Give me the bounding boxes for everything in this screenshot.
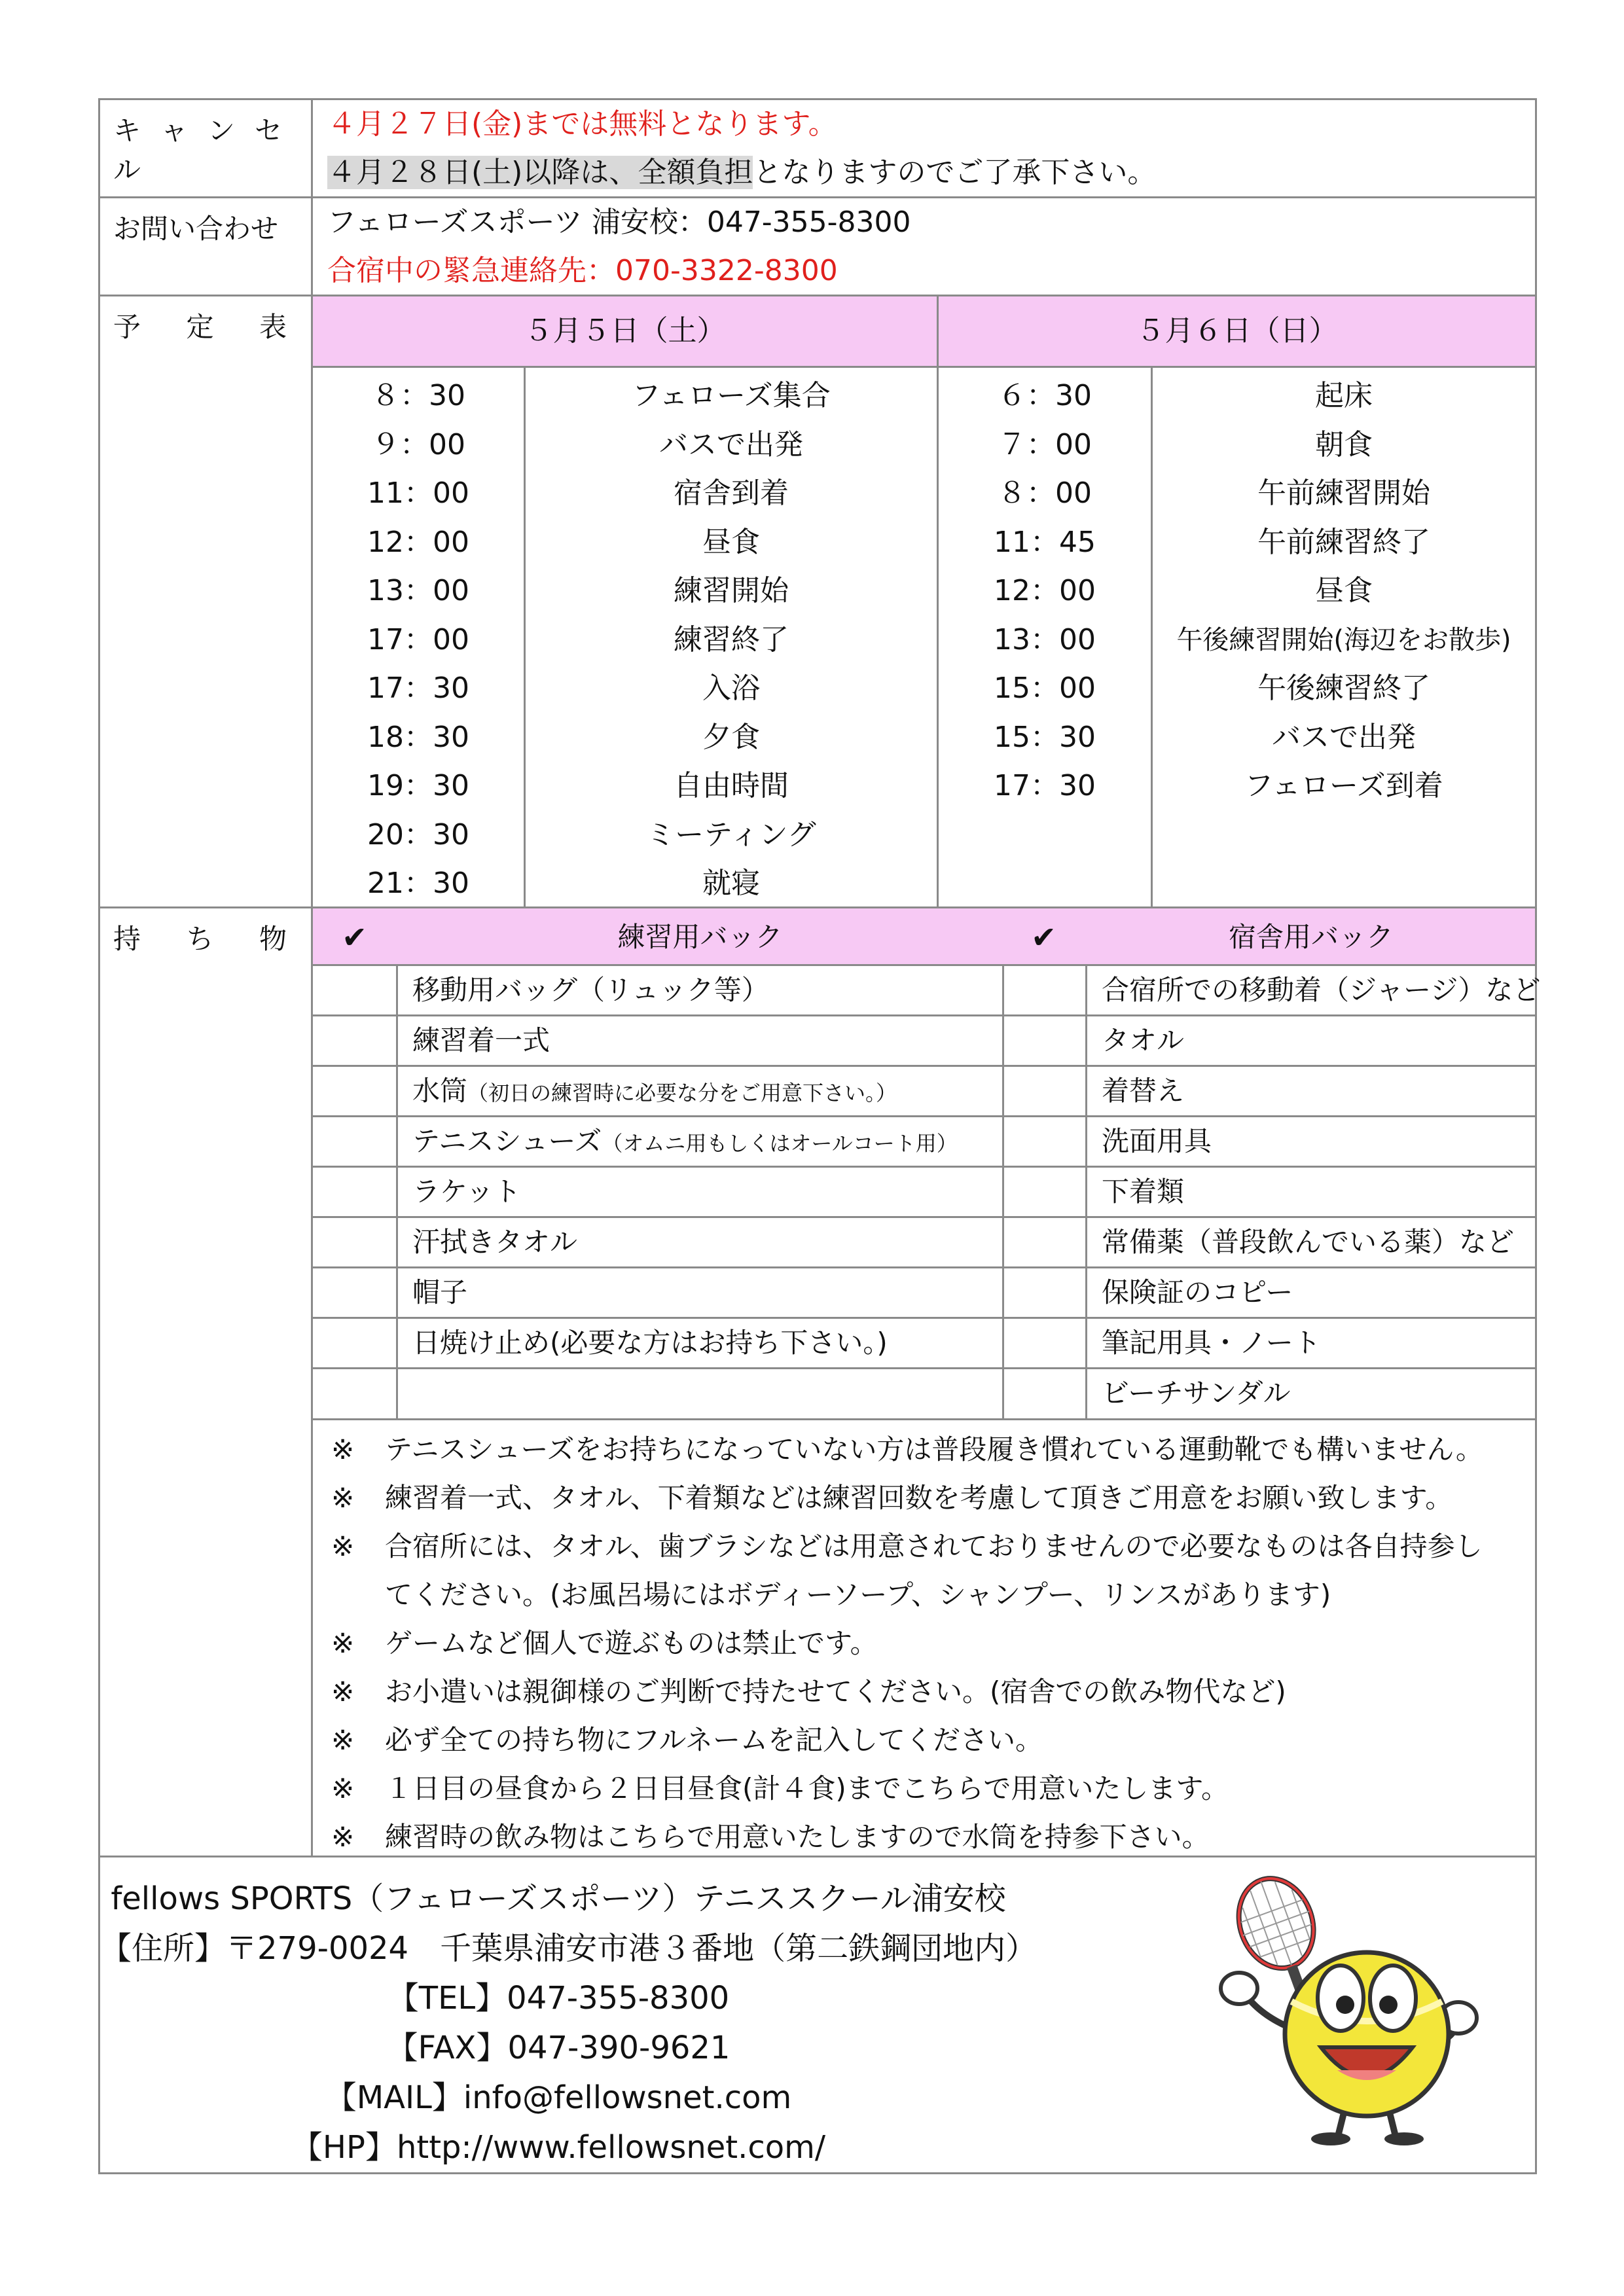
belongings-notes [313, 1426, 1535, 1861]
schedule-event: 夕食 [702, 720, 760, 754]
schedule-event: 朝食 [1315, 427, 1373, 461]
schedule-event: 午前練習終了 [1257, 525, 1430, 559]
day2-title: ５月６日（日） [1136, 314, 1338, 348]
footer-fax: 【FAX】047-390-9621 [386, 2030, 731, 2066]
note-text: 練習時の飲み物はこちらで用意いたしますので水筒を持参下さい。 [385, 1821, 1210, 1853]
note-text: 合宿所には、タオル、歯ブラシなどは用意されておりませんので必要なものは各自持参し [385, 1530, 1483, 1562]
schedule-event: ミーティング [646, 817, 816, 852]
cancel-row [100, 100, 1535, 198]
note-item [313, 1619, 1535, 1668]
footer-tel: 【TEL】047-355-8300 [387, 1980, 730, 2017]
contact-row [100, 198, 1535, 296]
schedule-event: 就寝 [702, 867, 760, 900]
practice-item [412, 1117, 958, 1166]
checkmark-icon: ✔ [342, 920, 367, 955]
practice-item-name: ラケット [412, 1175, 521, 1208]
note-text: てください。(お風呂場にはボディーソープ、シャンプー、リンスがあります) [385, 1579, 1331, 1611]
note-item [313, 1813, 1535, 1861]
contact-label [100, 198, 313, 295]
note-mark: ※ [331, 1821, 355, 1853]
practice-item-name: 練習着一式 [412, 1024, 550, 1056]
note-mark: ※ [331, 1772, 355, 1804]
contact-school-phone: フェローズスポーツ 浦安校：047-355-8300 [327, 206, 911, 239]
schedule-time: 12：00 [994, 574, 1096, 607]
schedule-time: ６：30 [998, 379, 1092, 412]
belongings-item-row [313, 1168, 1535, 1218]
checkmark-icon: ✔ [1031, 920, 1056, 955]
note-text: ゲームなど個人で遊ぶものは禁止です。 [385, 1627, 878, 1659]
footer-homepage[interactable]: 【HP】http://www.fellowsnet.com/ [291, 2129, 826, 2166]
belongings-label-char: ち [186, 923, 214, 955]
schedule-label-char: 定 [186, 311, 214, 343]
schedule-time: ９：00 [371, 427, 465, 461]
schedule-time: 11：45 [994, 525, 1096, 559]
schedule-time: ８：30 [371, 379, 465, 412]
note-mark: ※ [331, 1433, 355, 1465]
note-item [313, 1668, 1535, 1716]
schedule-time: 19：30 [367, 769, 469, 802]
schedule-time: 15：30 [994, 720, 1096, 754]
practice-item [412, 1319, 888, 1367]
day1-times [313, 372, 524, 908]
document-frame [98, 98, 1541, 2174]
cancel-content [313, 100, 1535, 197]
schedule-event: 午後練習終了 [1257, 672, 1430, 705]
schedule-event: 起床 [1315, 379, 1373, 412]
belongings-item-row [313, 1117, 1535, 1168]
schedule-event: 練習開始 [674, 574, 789, 607]
cancel-label [100, 100, 313, 196]
lodging-item: 着替え [1102, 1075, 1185, 1107]
schedule-time: 17：30 [994, 769, 1096, 802]
belongings-row [100, 908, 1541, 1857]
schedule-header [313, 296, 1535, 368]
schedule-event: 午後練習開始(海辺をお散歩) [1176, 624, 1511, 655]
cancel-fee-highlight: ４月２８日(土)以降は、全額負担 [327, 156, 753, 189]
note-mark: ※ [331, 1530, 355, 1562]
practice-item [412, 1016, 550, 1065]
schedule-time: ８：00 [998, 476, 1092, 510]
practice-item-name: 帽子 [412, 1276, 468, 1308]
lodging-item: 筆記用具・ノート [1102, 1327, 1321, 1359]
belongings-item-row [313, 1016, 1535, 1067]
schedule-event: バスで出発 [659, 427, 803, 461]
schedule-event: 練習終了 [674, 622, 789, 656]
belongings-item-row [313, 1268, 1535, 1319]
schedule-event: フェローズ集合 [632, 379, 831, 412]
practice-item-name: テニスシューズ [412, 1125, 602, 1157]
schedule-time: 21：30 [367, 867, 469, 900]
contact-emergency-phone: 合宿中の緊急連絡先：070-3322-8300 [327, 254, 838, 287]
cancel-label-text: キャンセル [113, 115, 302, 186]
practice-item [412, 1218, 577, 1266]
day1-title: ５月５日（土） [524, 314, 726, 348]
belongings-content [313, 908, 1541, 1856]
practice-bag-header: 練習用バック [617, 921, 783, 953]
note-mark: ※ [331, 1482, 355, 1514]
footer-school-name: fellows SPORTS（フェローズスポーツ）テニススクール浦安校 [111, 1880, 1006, 1917]
note-text: テニスシューズをお持ちになっていない方は普段履き慣れている運動靴でも構いません。 [385, 1433, 1483, 1465]
note-item [313, 1474, 1535, 1522]
cancel-fee-rest: となりますのでご了承下さい。 [753, 156, 1157, 189]
schedule-row [100, 296, 1535, 908]
schedule-label-char: 表 [259, 311, 287, 343]
schedule-time: ７：00 [998, 427, 1092, 461]
note-item [313, 1426, 1535, 1474]
note-text: １日目の昼食から２日目昼食(計４食)までこちらで用意いたします。 [385, 1772, 1229, 1804]
schedule-event: 午前練習開始 [1257, 476, 1430, 510]
practice-item [412, 1168, 521, 1216]
schedule-time: 15：00 [994, 672, 1096, 705]
note-mark: ※ [331, 1676, 355, 1708]
note-mark: ※ [331, 1627, 355, 1659]
belongings-label-char: 持 [113, 923, 141, 955]
lodging-item: 保険証のコピー [1102, 1276, 1293, 1308]
lodging-item: タオル [1102, 1024, 1185, 1056]
schedule-label-char: 予 [113, 311, 141, 343]
practice-item-name: 日焼け止め(必要な方はお持ち下さい。) [412, 1327, 888, 1359]
practice-item [412, 1067, 897, 1115]
lodging-item: 下着類 [1102, 1175, 1185, 1208]
cancel-fee-notice [313, 149, 1535, 197]
schedule-event: 宿舎到着 [674, 476, 789, 510]
schedule-time: 20：30 [367, 817, 469, 852]
lodging-bag-header: 宿舎用バック [1228, 921, 1394, 953]
practice-item-name: 汗拭きタオル [412, 1226, 578, 1258]
practice-item-note: （オムニ用もしくはオールコート用） [602, 1131, 958, 1156]
day2-events [1153, 372, 1535, 811]
note-item-continuation [313, 1571, 1535, 1619]
lodging-item: 合宿所での移動着（ジャージ）など [1102, 974, 1541, 1006]
note-item [313, 1522, 1535, 1571]
schedule-time: 18：30 [367, 720, 469, 754]
lodging-item: ビーチサンダル [1102, 1377, 1291, 1409]
practice-item-name: 移動用バッグ（リュック等） [412, 974, 769, 1006]
belongings-label [100, 908, 313, 1856]
schedule-content [313, 296, 1535, 906]
schedule-event: 自由時間 [674, 769, 789, 802]
footer-mail[interactable]: 【MAIL】info@fellowsnet.com [325, 2079, 792, 2116]
note-text: 練習着一式、タオル、下着類などは練習回数を考慮して頂きご用意をお願い致します。 [385, 1482, 1453, 1514]
contact-content [313, 198, 1535, 295]
footer [100, 1857, 1535, 2172]
belongings-header-row [313, 908, 1535, 966]
note-item [313, 1716, 1535, 1765]
schedule-event: バスで出発 [1272, 720, 1416, 754]
practice-item-name: 水筒 [412, 1075, 468, 1107]
schedule-time: 17：00 [367, 622, 469, 656]
tennis-ball-mascot-icon [1193, 1871, 1481, 2145]
schedule-event: フェローズ到着 [1244, 769, 1443, 802]
note-item [313, 1765, 1535, 1813]
belongings-item-row [313, 1067, 1535, 1117]
contact-label-text: お問い合わせ [113, 213, 279, 245]
schedule-time: 17：30 [367, 672, 469, 705]
practice-item [412, 1268, 467, 1317]
lodging-item: 洗面用具 [1102, 1125, 1212, 1157]
footer-address: 【住所】〒279-0024 千葉県浦安市港３番地（第二鉄鋼団地内） [100, 1930, 1038, 1967]
schedule-time: 13：00 [994, 622, 1096, 656]
schedule-event: 昼食 [1315, 574, 1373, 607]
belongings-item-row [313, 1319, 1535, 1369]
note-text: 必ず全ての持ち物にフルネームを記入してください。 [385, 1724, 1043, 1756]
schedule-label [100, 296, 313, 906]
note-text: お小遣いは親御様のご判断で持たせてください。(宿舎での飲み物代など) [385, 1676, 1286, 1708]
lodging-item: 常備薬（普段飲んでいる薬）など [1102, 1226, 1515, 1258]
schedule-time: 11：00 [367, 476, 469, 510]
belongings-item-row [313, 1218, 1535, 1268]
day2-times [939, 372, 1151, 811]
belongings-label-char: 物 [259, 923, 287, 955]
belongings-item-row [313, 966, 1541, 1016]
practice-item [412, 966, 769, 1014]
note-mark: ※ [331, 1724, 355, 1756]
schedule-time: 12：00 [367, 525, 469, 559]
schedule-event: 昼食 [702, 525, 760, 559]
schedule-time: 13：00 [367, 574, 469, 607]
cancel-free-notice: ４月２７日(金)までは無料となります。 [327, 107, 837, 141]
day1-events [526, 372, 937, 908]
schedule-event: 入浴 [702, 672, 760, 705]
practice-item-note: （初日の練習時に必要な分をご用意下さい。） [467, 1081, 897, 1105]
belongings-item-row [313, 1369, 1535, 1420]
